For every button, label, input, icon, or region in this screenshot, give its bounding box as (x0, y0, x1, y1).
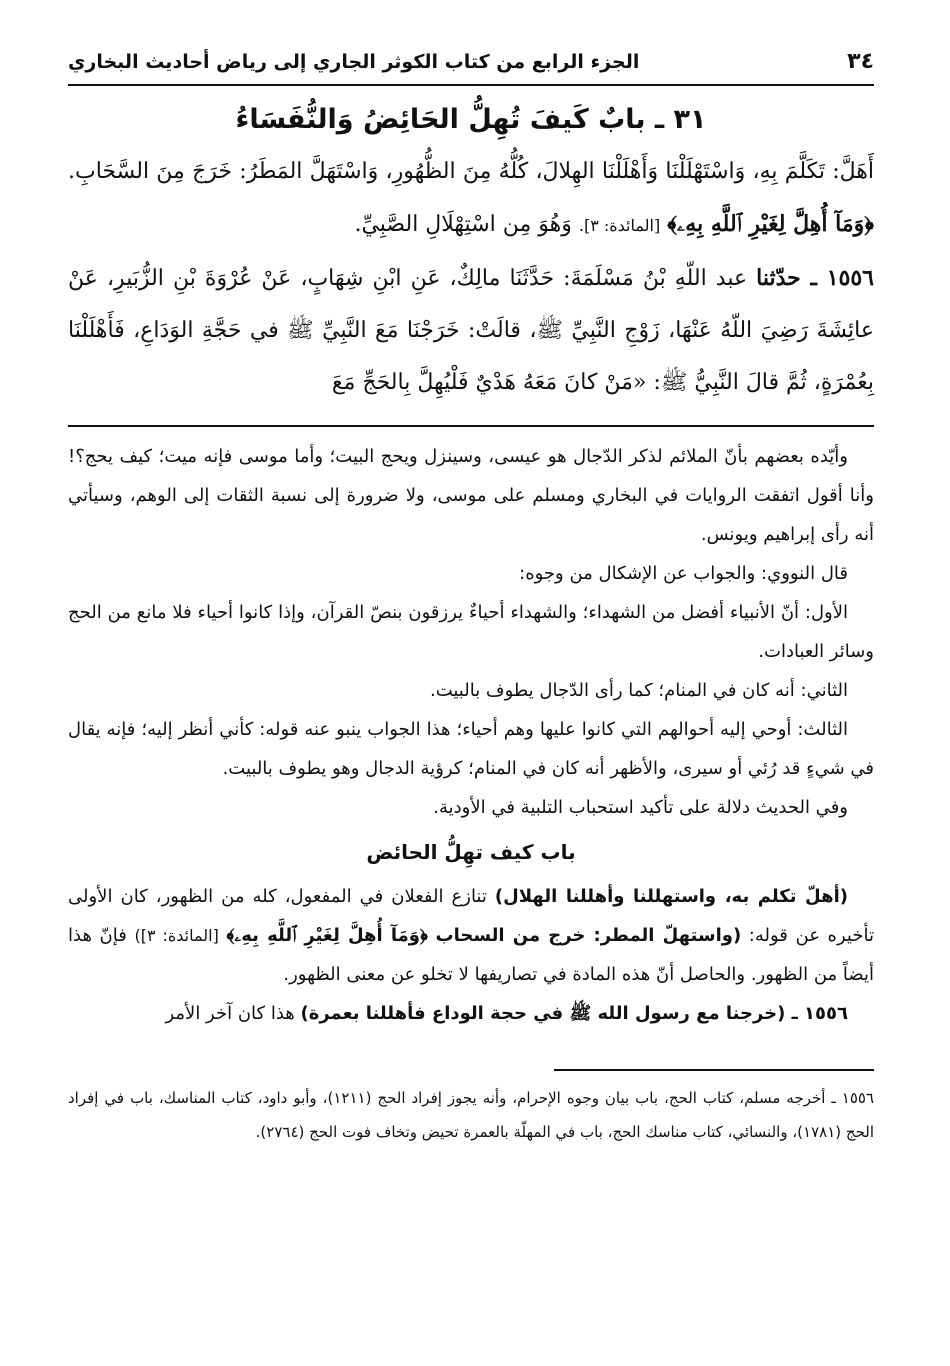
commentary-paragraph: الثاني: أنه كان في المنام؛ كما رأى الدّجال يطوف بالبيت. (429, 680, 848, 701)
hadith-text: عبد اللّهِ بْنُ مَسْلَمَةَ: حَدَّثَنَا مالِكٌ، عَنِ ابْنِ شِهَابٍ، عَنْ عُرْوَةَ بْنِ الزُّبَيرِ، عَنْ عائِشَةَ رَضِيَ اللّهُ عَنْهَا، زَوْجِ النَّبِيِّ ﷺ، قالَتْ: خَرَجْنَا مَعَ النَّبِيِّ ﷺ في حَجَّةِ الوَدَاعِ، فَأَهْلَلْنَا بِعُمْرَةٍ، ثُمَّ قالَ النَّبِيُّ ﷺ: «مَنْ كانَ مَعَهُ هَدْيٌ فَلْيُهِلَّ بِالحَجِّ مَعَ (68, 266, 874, 395)
footnotes (68, 1081, 874, 1149)
hadith-paragraph (68, 252, 874, 409)
commentary-text: هذا كان آخر الأمر (165, 1003, 295, 1024)
page-number: ٣٤ (847, 49, 874, 74)
definition-tail: وَهُوَ مِن اسْتِهْلَالِ الصَّبِيِّ. (354, 212, 572, 237)
commentary-divider (68, 425, 874, 427)
running-header (68, 40, 874, 86)
definition-text: أَهَلَّ: تَكَلَّمَ بِهِ، وَاسْتَهْلَلْنَا وَأَهْلَلْنَا الهِلالَ، كُلُّهُ مِنَ الظُّهُورِ، وَاسْتَهَلَّ المَطَرُ: خَرَجَ مِنَ السَّحَابِ. (68, 159, 874, 184)
quoted-phrase: (واستهلّ المطر: خرج من السحاب (435, 925, 742, 946)
running-title: الجزء الرابع من كتاب الكوثر الجاري إلى رياض أحاديث البخاري (68, 51, 640, 73)
commentary-text: تنازع الفعلان في المفعول، كله من الظهور، كان الأولى تأخيره عن قوله: (68, 886, 874, 946)
commentary-paragraph: وفي الحديث دلالة على تأكيد استحباب التلبية في الأودية. (433, 797, 848, 818)
footnote: ١٥٥٦ ـ أخرجه مسلم، كتاب الحج، باب بيان وجوه الإحرام، وأنه يجوز إفراد الحج (١٢١١)، وأبو داود، كتاب المناسك، باب في إفراد الحج (١٧٨١)، والنسائي، كتاب مناسك الحج، باب في المهلّة بالعمرة تحيض وتخاف فوت الحج (٢٧٦٤). (68, 1089, 874, 1141)
commentary-paragraph: قال النووي: والجواب عن الإشكال من وجوه: (519, 563, 848, 584)
quran-verse: ﴿وَمَآ أُهِلَّ لِغَيْرِ ٱللَّهِ بِهِۦ﴾ (667, 211, 874, 237)
commentary-sub-heading: باب كيف تهِلُّ الحائض (366, 840, 576, 864)
main-text (68, 146, 874, 409)
verse-reference: [المائدة: ٣]. (578, 216, 661, 235)
book-page (68, 40, 874, 1340)
quran-verse: ﴿وَمَآ أُهِلَّ لِغَيْرِ ٱللَّهِ بِهِۦ﴾ (226, 925, 428, 946)
quoted-phrase: ١٥٥٦ ـ (خرجنا مع رسول الله ﷺ في حجة الوداع فأهللنا بعمرة) (300, 1003, 848, 1024)
commentary-paragraph: الأول: أنّ الأنبياء أفضل من الشهداء؛ والشهداء أحياءٌ يرزقون بنصّ القرآن، وإذا كانوا أحياء فلا مانع من الحج وسائر العبادات. (68, 602, 874, 662)
hadith-number: ١٥٥٦ ـ حدّثنا (756, 265, 874, 291)
quoted-phrase: (أهلّ تكلم به، واستهللنا وأهللنا الهلال) (494, 886, 848, 907)
main-paragraph-definition (68, 146, 874, 252)
commentary (68, 437, 874, 1033)
commentary-text: فإنّ هذا أيضاً من الظهور. والحاصل أنّ هذه المادة في تصاريفها لا تخلو عن معنى الظهور. (68, 925, 874, 985)
commentary-paragraph (68, 877, 874, 994)
footnote-divider (554, 1069, 874, 1071)
verse-reference: [المائدة: ٣]) (134, 926, 219, 945)
commentary-paragraph: الثالث: أوحي إليه أحوالهم التي كانوا عليها وهم أحياء؛ هذا الجواب ينبو عنه قوله: كأني أنظر إليه؛ فإنه يقال في شيءٍ قد رُئي أو سيرى، والأظهر أنه كان في المنام؛ كرؤية الدجال وهو يطوف بالبيت. (68, 719, 874, 779)
commentary-paragraph (68, 994, 874, 1033)
chapter-title: ٣١ ـ بابٌ كَيفَ تُهِلُّ الحَائِضُ وَالنُّفَسَاءُ (235, 104, 707, 135)
commentary-paragraph: وأيّده بعضهم بأنّ الملائم لذكر الدّجال هو عيسى، وسينزل ويحج البيت؛ وأما موسى فإنه ميت؛ كيف يحج؟! وأنا أقول اتفقت الروايات في البخاري ومسلم على موسى، ولا ضرورة إلى نسبة الثقات إلى الوهم، وسيأتي أنه رأى إبراهيم ويونس. (68, 446, 874, 545)
